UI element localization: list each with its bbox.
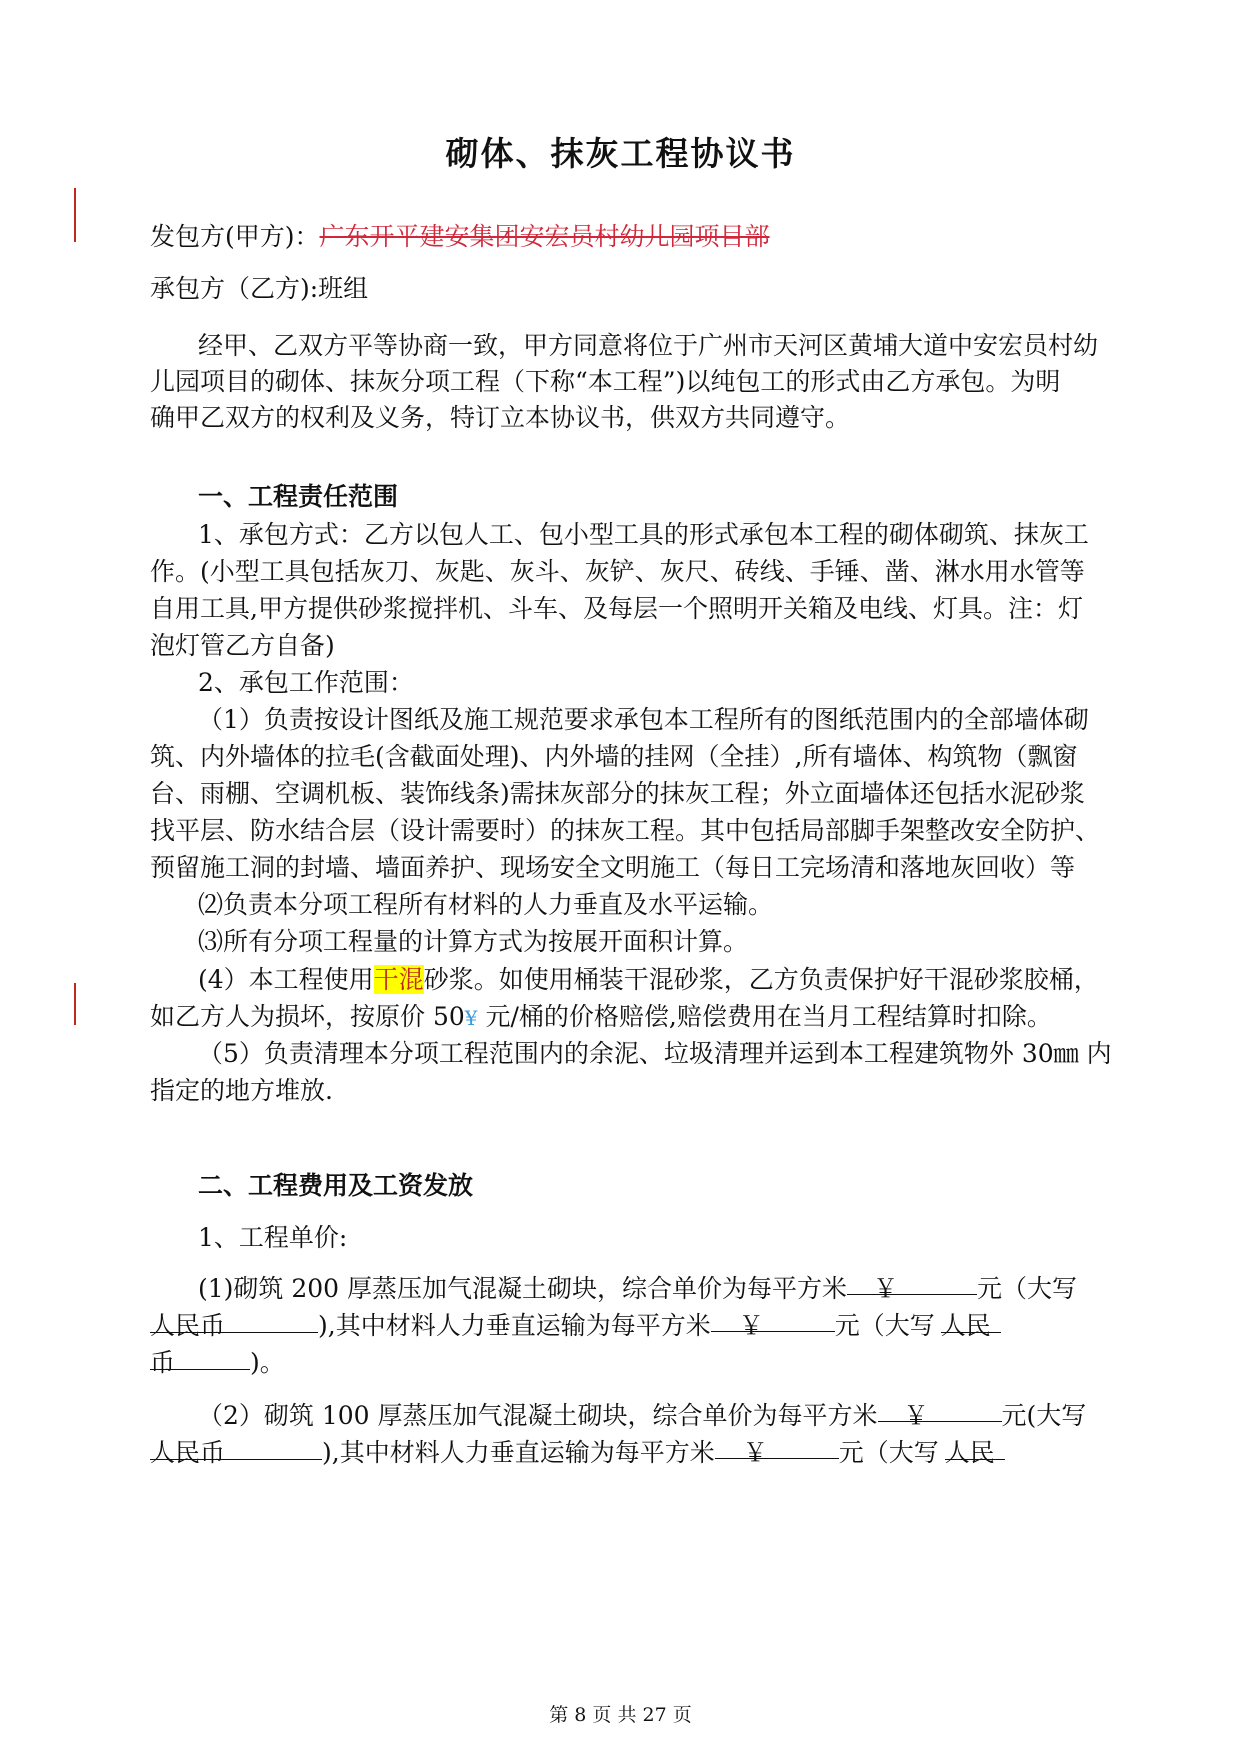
intro-line-2: 儿园项目的砌体、抹灰分项工程（下称“本工程”)以纯包工的形式由乙方承包。为明 xyxy=(150,367,1061,396)
price1-l1-post: 元（大写 xyxy=(977,1274,1078,1303)
price2-line-2 xyxy=(150,1433,1095,1469)
sub4-line2-pre: 如乙方人为损坏，按原价 50 xyxy=(150,1002,465,1031)
section-1-heading: 一、工程责任范围 xyxy=(198,482,399,511)
price2-l1-pre: （2）砌筑 100 厚蒸压加气混凝土砌块，综合单价为每平方米 xyxy=(198,1401,878,1430)
sub1-line-5: 预留施工洞的封墙、墙面养护、现场安全文明施工（每日工完场清和落地灰回收）等 xyxy=(150,853,1076,882)
page-footer: 第 8 页 共 27 页 xyxy=(549,1704,692,1726)
sub4-line-1 xyxy=(198,960,1099,996)
item1-line-3: 自用工具,甲方提供砂浆搅拌机、斗车、及每层一个照明开关箱及电线、灯具。注：灯 xyxy=(150,594,1083,623)
price2-rmb-blank-2: 人民 xyxy=(945,1433,1005,1460)
sub4-post: 砂浆。如使用桶装干混砂浆，乙方负责保护好干混砂浆胶桶， xyxy=(423,965,1099,994)
sub1-line-2: 筑、内外墙体的拉毛(含截面处理)、内外墙的挂网（全挂）,所有墙体、构筑物（飘窗 xyxy=(150,742,1078,771)
inserted-yen: ¥ xyxy=(464,1006,478,1030)
sub4-line-2 xyxy=(150,997,1095,1033)
section-2-heading: 二、工程费用及工资发放 xyxy=(198,1171,474,1200)
price2-rmb-blank: 人民币 xyxy=(150,1433,322,1460)
price1-l2-mid: ),其中材料人力垂直运输为每平方米 xyxy=(318,1311,711,1340)
price2-yen-blank: ￥ xyxy=(878,1396,1002,1422)
price1-line-1 xyxy=(198,1269,1095,1305)
revision-bar-2 xyxy=(74,983,76,1025)
sub2-line: ⑵负责本分项工程所有材料的人力垂直及水平运输。 xyxy=(198,890,774,919)
price1-l3-post: )。 xyxy=(250,1348,285,1377)
party-b-line: 承包方（乙方):班组 xyxy=(150,274,369,303)
price2-yen-blank-2: ￥ xyxy=(715,1433,839,1459)
sub1-line-1: （1）负责按设计图纸及施工规范要求承包本工程所有的图纸范围内的全部墙体砌 xyxy=(198,705,1089,734)
document-title: 砌体、抹灰工程协议书 xyxy=(445,134,796,173)
sub4-line2-post: 元/桶的价格赔偿,赔偿费用在当月工程结算时扣除。 xyxy=(477,1002,1052,1031)
price1-rmb-blank-2: 人民 xyxy=(941,1306,1001,1333)
sub1-line-3: 台、雨棚、空调机板、装饰线条)需抹灰部分的抹灰工程；外立面墙体还包括水泥砂浆 xyxy=(150,779,1085,808)
price-item-title: 1、工程单价: xyxy=(198,1223,348,1252)
revision-bar xyxy=(74,188,76,242)
highlighted-text: 干混 xyxy=(373,965,424,994)
item1-line-2: 作。(小型工具包括灰刀、灰匙、灰斗、灰铲、灰尺、砖线、手锤、凿、淋水用水管等 xyxy=(150,557,1085,586)
price1-line-3 xyxy=(150,1343,1095,1379)
price1-l1-pre: (1)砌筑 200 厚蒸压加气混凝土砌块，综合单价为每平方米 xyxy=(198,1274,848,1303)
sub3-line: ⑶所有分项工程量的计算方式为按展开面积计算。 xyxy=(198,927,749,956)
intro-line-3: 确甲乙双方的权利及义务，特订立本协议书，供双方共同遵守。 xyxy=(150,403,851,432)
sub5-line-2: 指定的地方堆放. xyxy=(150,1076,333,1105)
price1-yen-blank-2: ￥ xyxy=(711,1306,835,1332)
price2-l2-post: 元（大写 xyxy=(838,1438,939,1467)
price1-rmb-blank: 人民币 xyxy=(150,1306,318,1333)
intro-line-1: 经甲、乙双方平等协商一致，甲方同意将位于广州市天河区黄埔大道中安宏员村幼 xyxy=(198,331,1099,360)
item1-line-1: 1、承包方式：乙方以包人工、包小型工具的形式承包本工程的砌体砌筑、抹灰工 xyxy=(198,520,1089,549)
party-a-line xyxy=(150,217,1095,253)
price1-yen-blank: ￥ xyxy=(847,1269,977,1295)
price1-line-2 xyxy=(150,1306,1095,1342)
price1-rmb-blank-3: 币 xyxy=(150,1343,250,1370)
price2-l2-mid: ),其中材料人力垂直运输为每平方米 xyxy=(322,1438,715,1467)
party-a-label: 发包方(甲方)： xyxy=(150,222,320,251)
party-a-name-deleted: 广东开平建安集团安宏员村幼儿园项目部 xyxy=(319,222,770,251)
sub4-pre: (4）本工程使用 xyxy=(198,965,374,994)
price1-l2-post: 元（大写 xyxy=(834,1311,935,1340)
item1-line-4: 泡灯管乙方自备) xyxy=(150,631,335,660)
price2-l1-post: 元(大写 xyxy=(1001,1401,1087,1430)
sub5-line-1: （5）负责清理本分项工程范围内的余泥、垃圾清理并运到本工程建筑物外 30㎜ 内 xyxy=(198,1039,1112,1068)
price2-line-1 xyxy=(198,1396,1095,1432)
sub1-line-4: 找平层、防水结合层（设计需要时）的抹灰工程。其中包括局部脚手架整改安全防护、 xyxy=(150,816,1101,845)
item2-title: 2、承包工作范围： xyxy=(198,668,414,697)
